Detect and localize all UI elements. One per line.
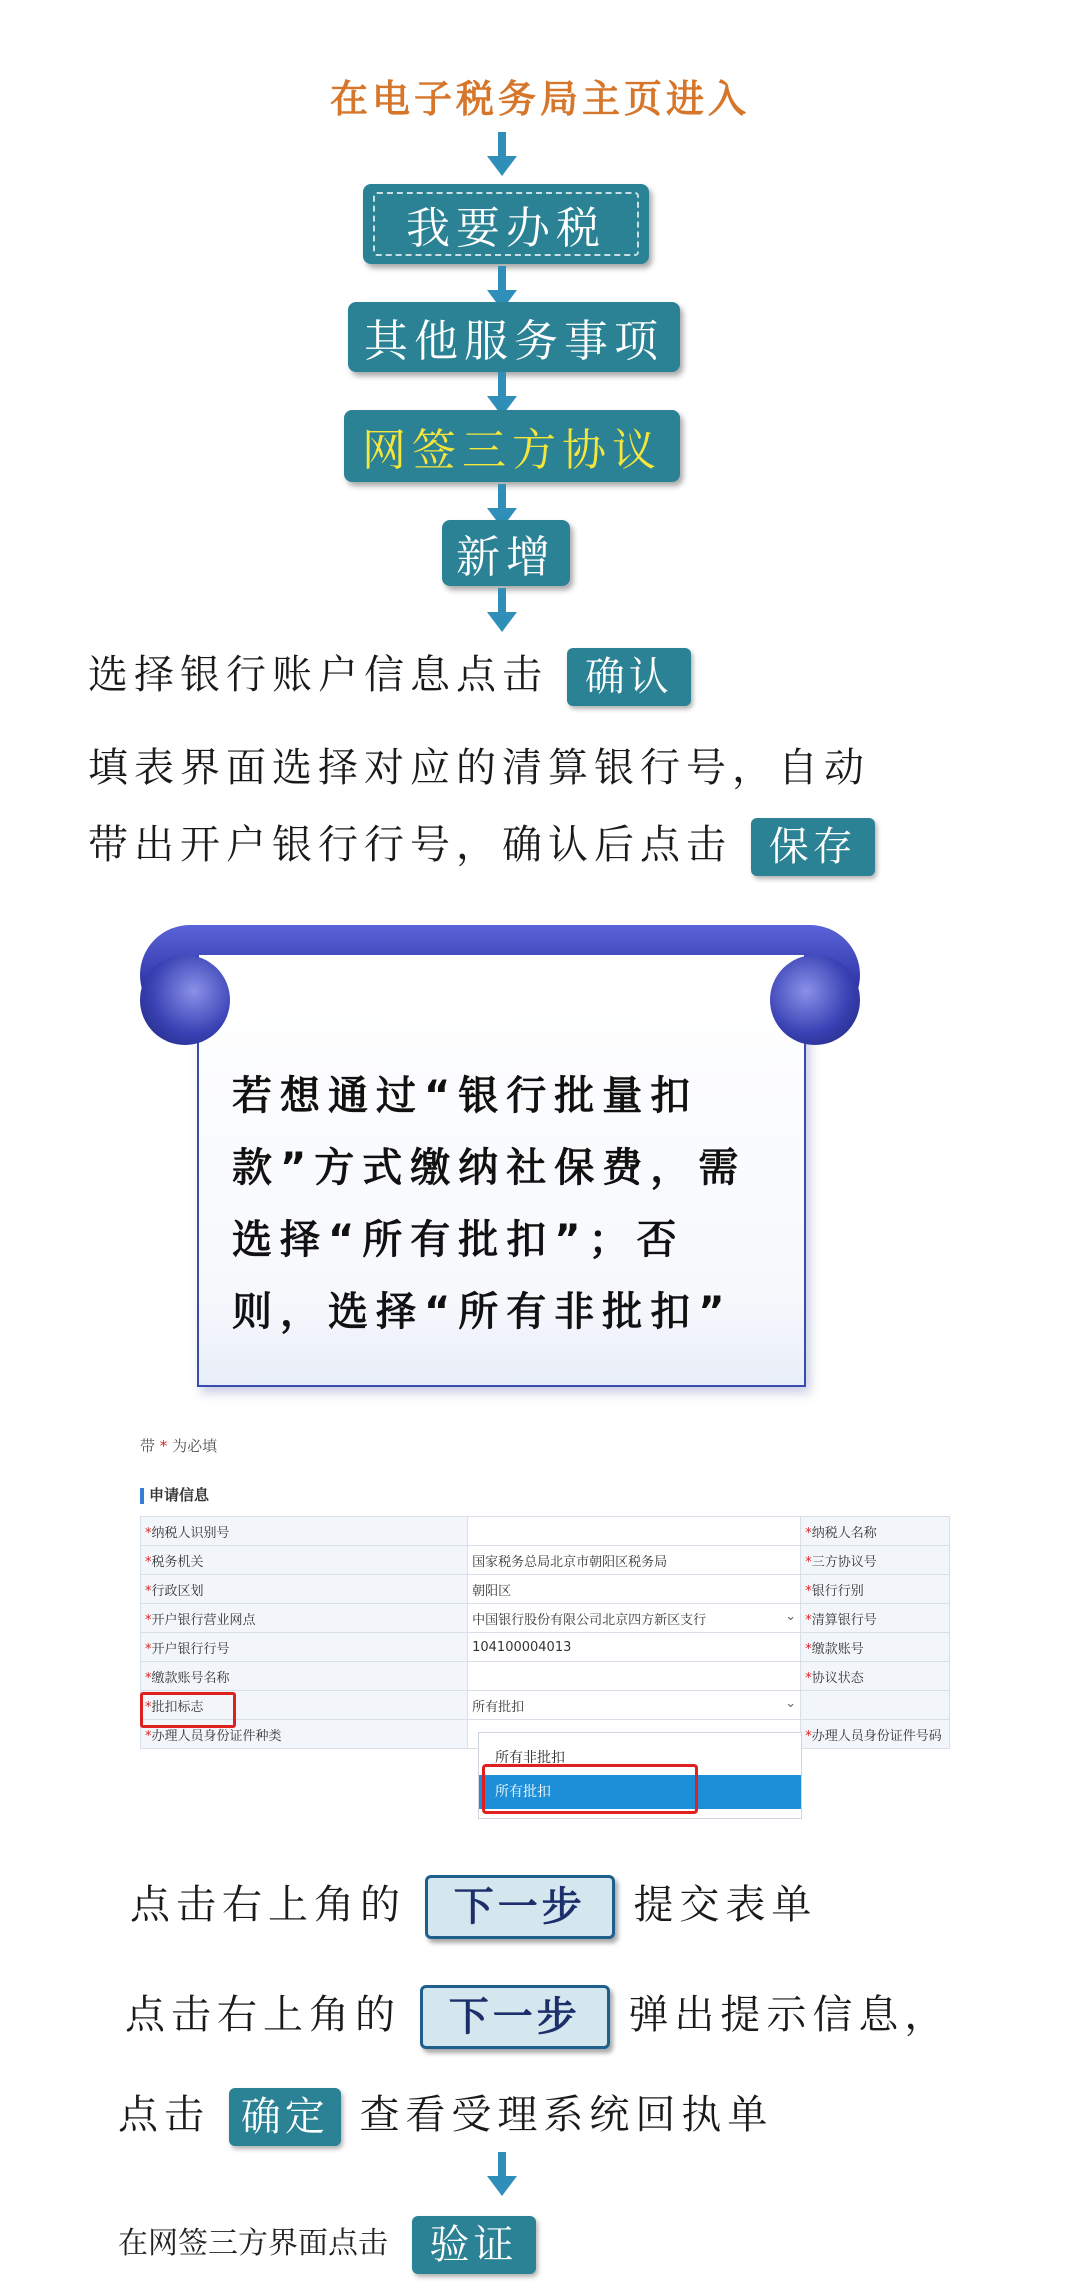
step-box-3 (344, 410, 680, 482)
next-step-button[interactable]: 下一步 (425, 1875, 615, 1939)
form-label-right-text: 三方协议号 (811, 1554, 877, 1570)
verify-button[interactable]: 验证 (412, 2216, 536, 2274)
form-label-right (801, 1662, 950, 1691)
required-star: * (145, 1699, 152, 1715)
form-label-right-text: 纳税人名称 (811, 1525, 877, 1541)
ok-button[interactable]: 确定 (229, 2088, 341, 2146)
form-label-right (801, 1691, 950, 1720)
form-value-text: 朝阳区 (472, 1583, 512, 1599)
required-star: * (805, 1612, 812, 1628)
step-box-1 (363, 184, 649, 264)
instruction-1-text: 选择银行账户信息点击 (88, 652, 548, 698)
required-star: * (805, 1554, 812, 1570)
form-label (141, 1633, 468, 1662)
instruction-6-suffix: 查看受理系统回执单 (359, 2092, 774, 2138)
form-value-text: 104100004013 (472, 1639, 572, 1655)
instruction-line-7 (118, 2215, 536, 2274)
form-label (141, 1662, 468, 1691)
section-bar (140, 1488, 144, 1504)
form-value-text: 中国银行股份有限公司北京四方新区支行 (472, 1612, 707, 1628)
instruction-line-1 (88, 645, 691, 706)
notice-line: 款”方式缴纳社保费，需 (232, 1145, 747, 1191)
scroll-curl-left (140, 955, 230, 1045)
form-row (141, 1604, 950, 1633)
form-label (141, 1575, 468, 1604)
instruction-line-3 (88, 815, 875, 876)
instruction-line-2: 填表界面选择对应的清算银行号，自动 (88, 745, 870, 791)
required-star: * (145, 1670, 152, 1686)
form-label-text: 纳税人识别号 (151, 1525, 230, 1541)
required-star: * (805, 1670, 812, 1686)
form-label-right (801, 1546, 950, 1575)
option-batch[interactable]: 所有批扣 (479, 1775, 801, 1809)
form-label-right-text: 办理人员身份证件号码 (811, 1728, 942, 1744)
chevron-down-icon: ⌄ (785, 1608, 797, 1624)
required-star: * (145, 1554, 152, 1570)
instruction-line-5 (125, 1985, 950, 2049)
form-label (141, 1517, 468, 1546)
step-1-label: 我要办税 (406, 203, 606, 254)
form-label-right (801, 1604, 950, 1633)
section-label: 申请信息 (149, 1486, 210, 1504)
form-row (141, 1662, 950, 1691)
form-label (141, 1604, 468, 1633)
form-value[interactable] (468, 1633, 801, 1662)
form-value-text: 国家税务总局北京市朝阳区税务局 (472, 1554, 668, 1570)
form-label-right (801, 1517, 950, 1546)
form-label-text: 办理人员身份证件种类 (151, 1728, 282, 1744)
step-2-label: 其他服务事项 (364, 316, 664, 367)
down-arrow-icon (487, 132, 517, 176)
down-arrow-icon (487, 2152, 517, 2196)
form-label-text: 行政区划 (151, 1583, 204, 1599)
form-label-right (801, 1720, 950, 1749)
required-star: * (805, 1728, 812, 1744)
instruction-3-text: 带出开户银行行号，确认后点击 (88, 822, 732, 868)
instruction-line-6 (118, 2085, 773, 2146)
form-label-text: 开户银行营业网点 (151, 1612, 256, 1628)
form-row (141, 1517, 950, 1546)
confirm-button[interactable]: 确认 (567, 648, 691, 706)
required-star: * (805, 1641, 812, 1657)
required-star: * (145, 1583, 152, 1599)
down-arrow-icon (487, 588, 517, 632)
notice-line: 选择“所有批扣”；否 (232, 1217, 685, 1263)
form-value-text: 所有批扣 (472, 1699, 525, 1715)
step-3-label: 网签三方协议 (362, 425, 662, 476)
form-value[interactable] (468, 1604, 801, 1633)
form-label-right-text: 协议状态 (811, 1670, 864, 1686)
scroll-curl-right (770, 955, 860, 1045)
form-label-right-text: 缴款账号 (811, 1641, 864, 1657)
highlight-batch-option (482, 1764, 698, 1814)
required-star: * (145, 1525, 152, 1541)
page-title: 在电子税务局主页进入 (329, 77, 750, 121)
save-button[interactable]: 保存 (751, 818, 875, 876)
instruction-6-prefix: 点击 (118, 2092, 210, 2138)
form-label-text: 缴款账号名称 (151, 1670, 230, 1686)
form-label-right-text: 银行行别 (811, 1583, 864, 1599)
form-value[interactable] (468, 1575, 801, 1604)
form-row (141, 1575, 950, 1604)
application-form (140, 1516, 950, 1749)
form-label-right (801, 1633, 950, 1662)
required-note (140, 1435, 217, 1456)
form-row (141, 1691, 950, 1720)
required-star: * (805, 1583, 812, 1599)
form-value[interactable] (468, 1662, 801, 1691)
option-non-batch[interactable]: 所有非批扣 (495, 1750, 565, 1766)
note-prefix: 带 (140, 1437, 156, 1455)
required-star: * (145, 1612, 152, 1628)
instruction-5-suffix: 弹出提示信息， (628, 1992, 951, 2038)
instruction-5-prefix: 点击右上角的 (125, 1992, 401, 2038)
form-value[interactable] (468, 1517, 801, 1546)
form-row (141, 1633, 950, 1662)
instruction-4-suffix: 提交表单 (633, 1882, 818, 1928)
form-label-right-text: 清算银行号 (811, 1612, 877, 1628)
required-star: * (805, 1525, 812, 1541)
notice-line: 则，选择“所有非批扣” (232, 1289, 733, 1335)
notice-text (232, 1060, 772, 1348)
section-title (140, 1484, 209, 1505)
step-box-2 (348, 302, 680, 372)
form-value[interactable] (468, 1546, 801, 1575)
instruction-7-prefix: 在网签三方界面点击 (118, 2226, 388, 2261)
form-label-right (801, 1575, 950, 1604)
form-label-text: 批扣标志 (151, 1699, 204, 1715)
note-suffix: 为必填 (172, 1437, 218, 1455)
notice-line: 若想通过“银行批量扣 (232, 1073, 699, 1119)
chevron-down-icon: ⌄ (785, 1695, 797, 1711)
highlight-batch-label (140, 1692, 236, 1728)
required-star: * (159, 1437, 168, 1455)
instruction-line-4 (130, 1875, 817, 1939)
form-value[interactable] (468, 1691, 801, 1720)
form-label-text: 税务机关 (151, 1554, 204, 1570)
required-star: * (145, 1641, 152, 1657)
next-step-button[interactable]: 下一步 (420, 1985, 610, 2049)
form-row (141, 1546, 950, 1575)
instruction-4-prefix: 点击右上角的 (130, 1882, 406, 1928)
required-star: * (145, 1728, 152, 1744)
step-box-4 (442, 520, 570, 586)
step-4-label: 新增 (456, 532, 556, 583)
form-label (141, 1546, 468, 1575)
form-label-text: 开户银行行号 (151, 1641, 230, 1657)
